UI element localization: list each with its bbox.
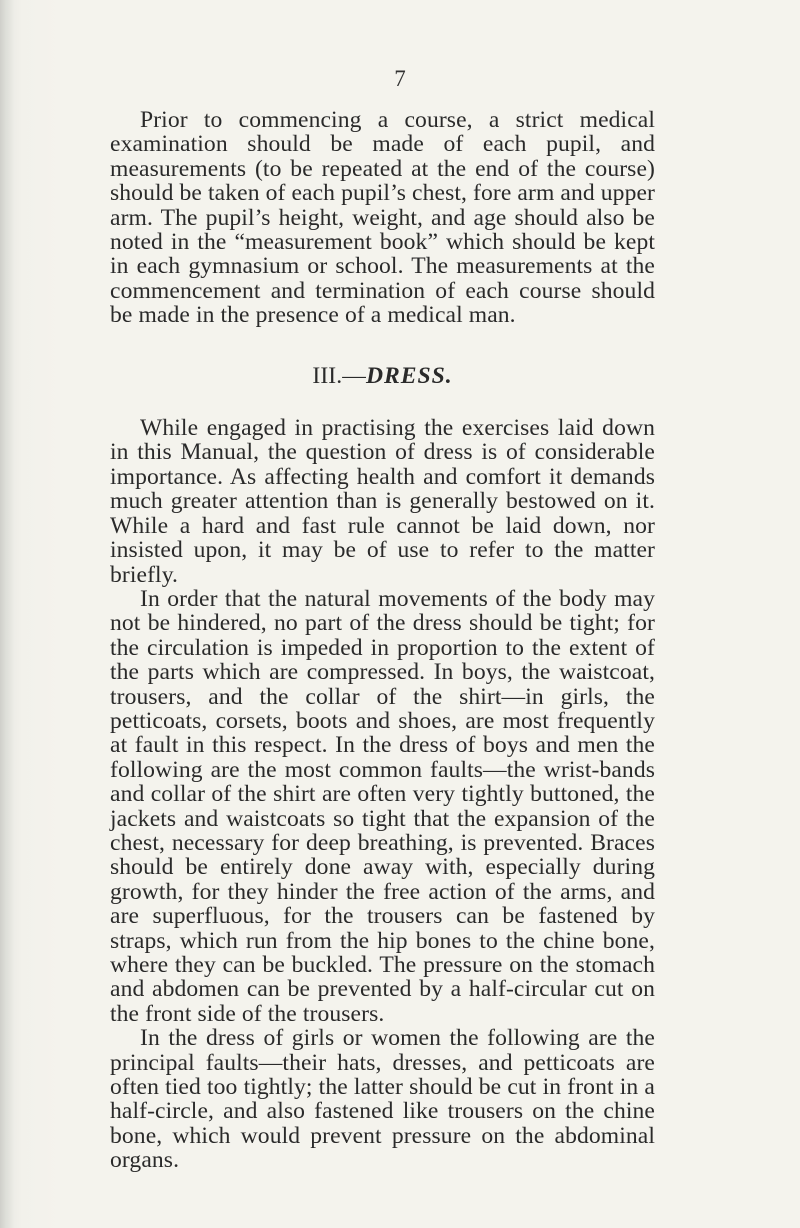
body-paragraph-1: While engaged in practising the exercises laid down in this Manual, the question of dress is of considerable importance. As affecting health and comfort it demands much greater attention than is generally bestowed on it. While a hard and fast rule cannot be laid down, nor insisted upon, it may be of use to refer to the matter briefly. xyxy=(110,415,655,588)
section-title: DRESS. xyxy=(365,362,453,389)
body-text xyxy=(110,108,655,1173)
body-paragraph-3: In the dress of girls or women the following are the principal faults—their hats, dresses, and petticoats are often tied too tightly; the latter should be cut in front in a half-circle, and also fastened like trousers on the chine bone, which would prevent pressure on the abdominal organs. xyxy=(110,1025,655,1174)
body-paragraph-2: In order that the natural movements of the body may not be hindered, no part of the dress should be tight; for the circulation is impeded in proportion to the extent of the parts which are compressed. In boys, the waistcoat, trousers, and the collar of the shirt—in girls, the petticoats, corsets, boots and shoes, are most frequently at fault in this respect. In the dress of boys and men the following are the most common faults—the wrist-bands and collar of the shirt are often very tightly buttoned, the jackets and waistcoats so tight that the expansion of the chest, necessary for deep breathing, is prevented. Braces should be entirely done away with, especially during growth, for they hinder the free action of the arms, and are superfluous, for the trousers can be fastened by straps, which run from the hip bones to the chine bone, where they can be buckled. The pressure on the stomach and abdomen can be prevented by a half-circular cut on the front side of the trousers. xyxy=(110,585,655,1027)
section-heading xyxy=(110,364,655,388)
intro-paragraph: Prior to commencing a course, a strict medical examination should be made of each pupil, and measurements (to be repeated at the end of the course) should be taken of each pupil’s chest, fore arm and upper arm. The pupil’s height, weight, and age should also be noted in the “measurement book” which should be kept in each gymnasium or school. The measurements at the commencement and termination of each course should be made in the presence of a medical man. xyxy=(110,107,655,329)
spine-shadow xyxy=(0,0,14,1228)
page-number: 7 xyxy=(394,66,406,91)
section-number: III.— xyxy=(312,362,366,389)
